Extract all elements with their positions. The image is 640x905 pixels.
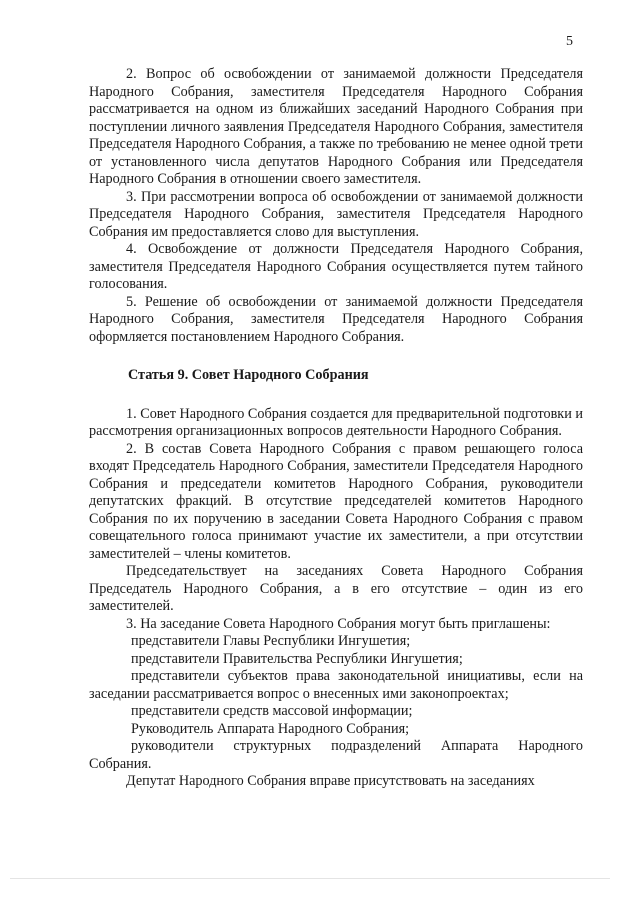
list-item: представители Правительства Республики Ингушетия;: [131, 650, 463, 667]
paragraph: 4. Освобождение от должности Председателя Народного Собрания, заместителя Председателя Народного Собрания осуществляется путем тайного голосования.: [89, 241, 583, 292]
paragraph: 5. Решение об освобождении от занимаемой должности Председателя Народного Собрания, заместителя Председателя Народного Собрания оформляется постановлением Народного Собрания.: [89, 293, 583, 345]
paragraph: 3. При рассмотрении вопроса об освобождении от занимаемой должности Председателя Народного Собрания, заместителя Председателя Народного Собрания им предоставляется слово для выступления.: [89, 188, 583, 240]
paragraph: 1. Совет Народного Собрания создается для предварительной подготовки и рассмотрения организационных вопросов деятельности Народного Собрания.: [89, 405, 583, 439]
document-body: [89, 66, 583, 791]
scan-artifact: [10, 878, 610, 879]
list-item: представители субъектов права законодательной инициативы, если на заседании рассматривается вопрос о внесенных ими законопроектах;: [89, 668, 583, 702]
list-item: Руководитель Аппарата Народного Собрания;: [131, 720, 410, 737]
list-item: руководители структурных подразделений Аппарата Народного Собрания.: [89, 738, 583, 772]
paragraph: 2. Вопрос об освобождении от занимаемой должности Председателя Народного Собрания, заместителя Председателя Народного Собрания рассматривается на одном из ближайших заседаний Народного Собрания при поступлении личного заявления Председателя Народного Собрания, заместителя Председателя Народного Собрания, а также по требованию не менее одной трети от установленного числа депутатов Народного Собрания или Председателя Народного Собрания в отношении своего заместителя.: [89, 66, 583, 187]
list-item: представители средств массовой информации;: [131, 703, 413, 719]
list-item: представители Главы Республики Ингушетия;: [131, 633, 411, 649]
paragraph: Депутат Народного Собрания вправе присутствовать на заседаниях: [126, 773, 535, 789]
article-heading: Статья 9. Совет Народного Собрания: [128, 367, 369, 383]
page-number: 5: [566, 34, 573, 49]
paragraph: 2. В состав Совета Народного Собрания с правом решающего голоса входят Председатель Народного Собрания, заместители Председателя Народного Собрания и председатели комитетов Народного Собрания, руководители депутатских фракций. В отсутствие председателей комитетов Народного Собрания по их поручению в заседании Совета Народного Собрания с правом совещательного голоса принимают участие их заместители, а при отсутствии заместителей – члены комитетов.: [89, 440, 583, 562]
paragraph: 3. На заседание Совета Народного Собрания могут быть приглашены:: [126, 615, 551, 632]
paragraph: Председательствует на заседаниях Совета Народного Собрания Председатель Народного Собрания, а в его отсутствие – один из его заместителей.: [89, 563, 583, 614]
